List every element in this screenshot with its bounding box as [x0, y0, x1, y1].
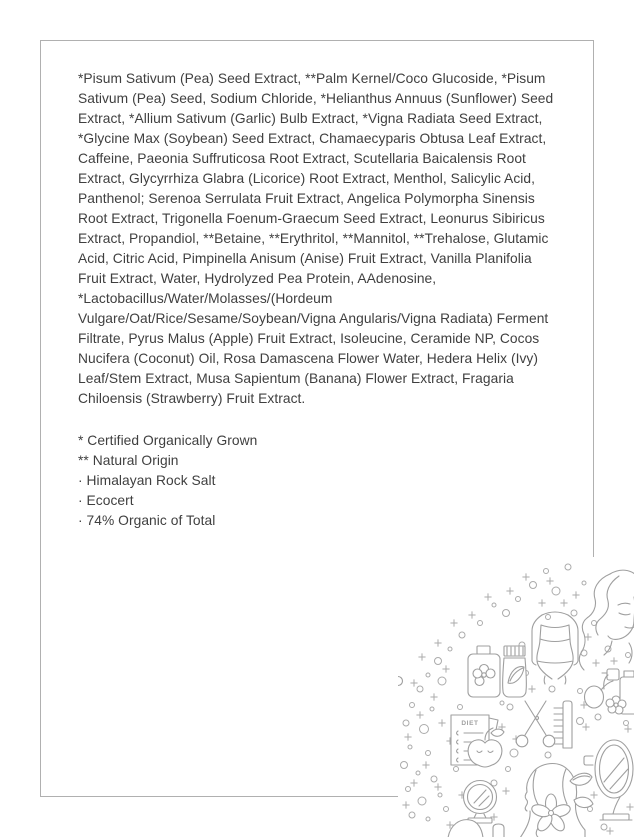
scissors-icon [516, 701, 555, 747]
woman-hair-flower-icon [520, 764, 593, 837]
perfume-atomizer-icon [585, 669, 634, 714]
footnote-natural-origin: ** Natural Origin [78, 453, 179, 468]
cream-tube-icon [503, 646, 527, 697]
comb-icon [554, 701, 572, 748]
lotion-bottle-icon [398, 646, 500, 697]
footnotes-list [78, 431, 559, 531]
footnote-certified-organic: * Certified Organically Grown [78, 433, 258, 448]
standing-mirror-icon [584, 740, 633, 820]
diet-label: DIET [461, 720, 479, 727]
footnote-himalayan-rock-salt: · Himalayan Rock Salt [78, 473, 216, 488]
footnote-organic-percent: · 74% Organic of Total [78, 513, 216, 528]
footnote-ecocert: · Ecocert [78, 493, 134, 508]
ingredients-paragraph: *Pisum Sativum (Pea) Seed Extract, **Palm Kernel/Coco Glucoside, *Pisum Sativum (Pea) Seed, Sodium Chloride, *Helianthus Annuus (Sunflower) Seed Extract, *Allium Sativum (Garlic) Bulb Extract, *Vigna Radiata Seed Extract, *Glycine Max (Soybean) Seed Extract, Chamaecyparis Obtusa Leaf Extract, Caffeine, Paeonia Suffruticosa Root Extract, Scutellaria Baicalensis Root Extract, Glycyrrhiza Glabra (Licorice) Root Extract, Menthol, Salicylic Acid, Panthenol; Serenoa Serrulata Fruit Extract, Angelica Polymorpha Sinensis Root Extract, Trigonella Foenum-Graecum Seed Extract, Leonurus Sibiricus Extract, Propandiol, **Betaine, **Erythritol, **Mannitol, **Trehalose, Glutamic Acid, Citric Acid, Pimpinella Anisum (Anise) Fruit Extract, Vanilla Planifolia Fruit Extract, Water, Hydrolyzed Pea Protein, AAdenosine, *Lactobacillus/Water/Molasses/(Hordeum Vulgare/Oat/Rice/Sesame/Soybean/Vigna Angularis/Vigna Radiata) Ferment Filtrate, Pyrus Malus (Apple) Fruit Extract, Isoleucine, Ceramide NP, Cocos Nucifera (Coconut) Oil, Rosa Damascena Flower Water, Hedera Helix (Ivy) Leaf/Stem Extract, Musa Sapientum (Banana) Flower Extract, Fragaria Chiloensis (Strawberry) Fruit Extract. [78, 71, 554, 406]
beauty-collage-illustration [398, 557, 634, 837]
bikini-body-icon [532, 612, 578, 684]
label-content [78, 69, 559, 531]
hand-mirror-icon [448, 781, 504, 837]
